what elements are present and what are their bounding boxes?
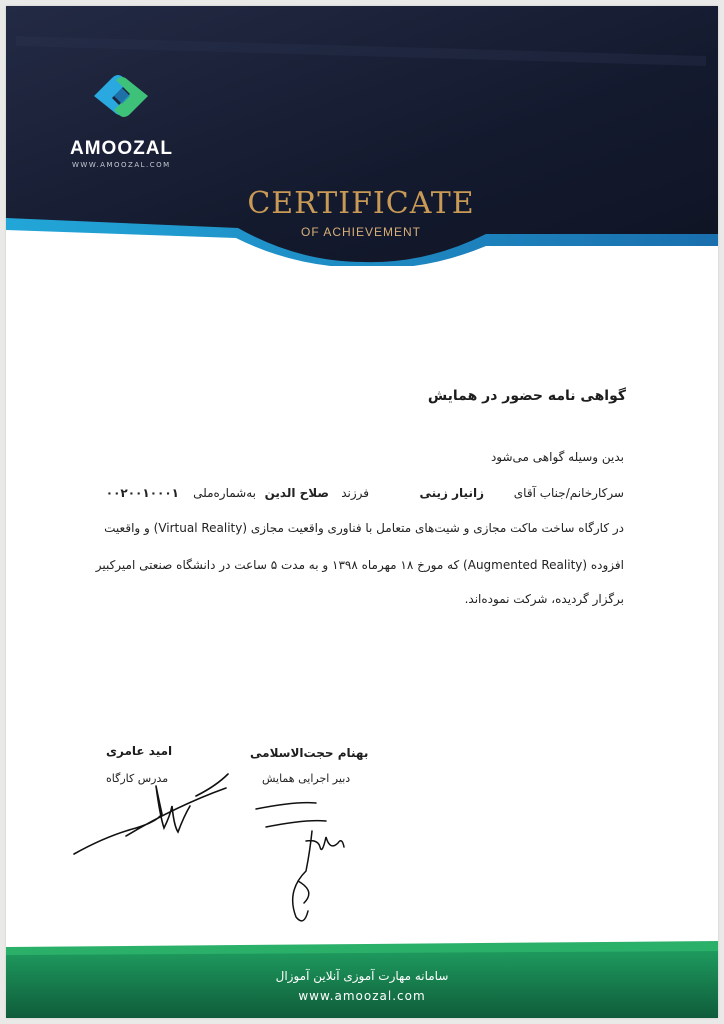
certificate-header (6, 6, 718, 266)
certificate-subtitle: OF ACHIEVEMENT (300, 225, 421, 239)
national-id-label: به‌شماره‌ملی (193, 486, 256, 500)
signatory-2-name: بهنام حجت‌الاسلامی (250, 746, 369, 760)
son-of-label: فرزند (341, 486, 369, 500)
father-name: صلاح الدین (264, 486, 329, 500)
signatory-1-name: امید عامری (106, 744, 173, 758)
brand-url: WWW.AMOOZAL.COM (72, 161, 171, 169)
signatory-1-role: مدرس کارگاه (106, 772, 169, 785)
body-line-closing: برگزار گردیده، شرکت نموده‌اند. (464, 592, 624, 606)
document-heading: گواهی نامه حضور در همایش (427, 388, 626, 404)
certificate-sheet (6, 6, 718, 1018)
salutation-label: سرکارخانم/جناب آقای (513, 486, 624, 500)
amoozal-logo (86, 66, 156, 126)
recipient-name: زانیار زینی (419, 486, 484, 500)
intro-line: بدین وسیله گواهی می‌شود (490, 450, 624, 464)
footer-tagline: سامانه مهارت آموزی آنلاین آموزال (275, 969, 449, 983)
footer-url[interactable]: www.amoozal.com (298, 989, 426, 1003)
signatory-2-role: دبیر اجرایی همایش (262, 772, 351, 785)
body-line-workshop: در کارگاه ساخت ماکت مجازی و شیت‌های متعامل با فناوری واقعیت مجازی (Virtual Reality) و واقعیت (104, 521, 624, 535)
recipient-row (84, 486, 624, 506)
signature-2-image (246, 791, 366, 931)
body-line-date: افزوده (Augmented Reality) که مورخ ۱۸ مهرماه ۱۳۹۸ و به مدت ۵ ساعت در دانشگاه صنعتی امیرکبیر (95, 558, 624, 572)
signature-1-image (66, 766, 236, 866)
certificate-title: CERTIFICATE (247, 186, 475, 221)
certificate-footer (6, 941, 718, 1018)
national-id: ۰۰۲۰۰۱۰۰۰۱ (105, 486, 179, 500)
brand-name: AMOOZAL (70, 138, 174, 159)
